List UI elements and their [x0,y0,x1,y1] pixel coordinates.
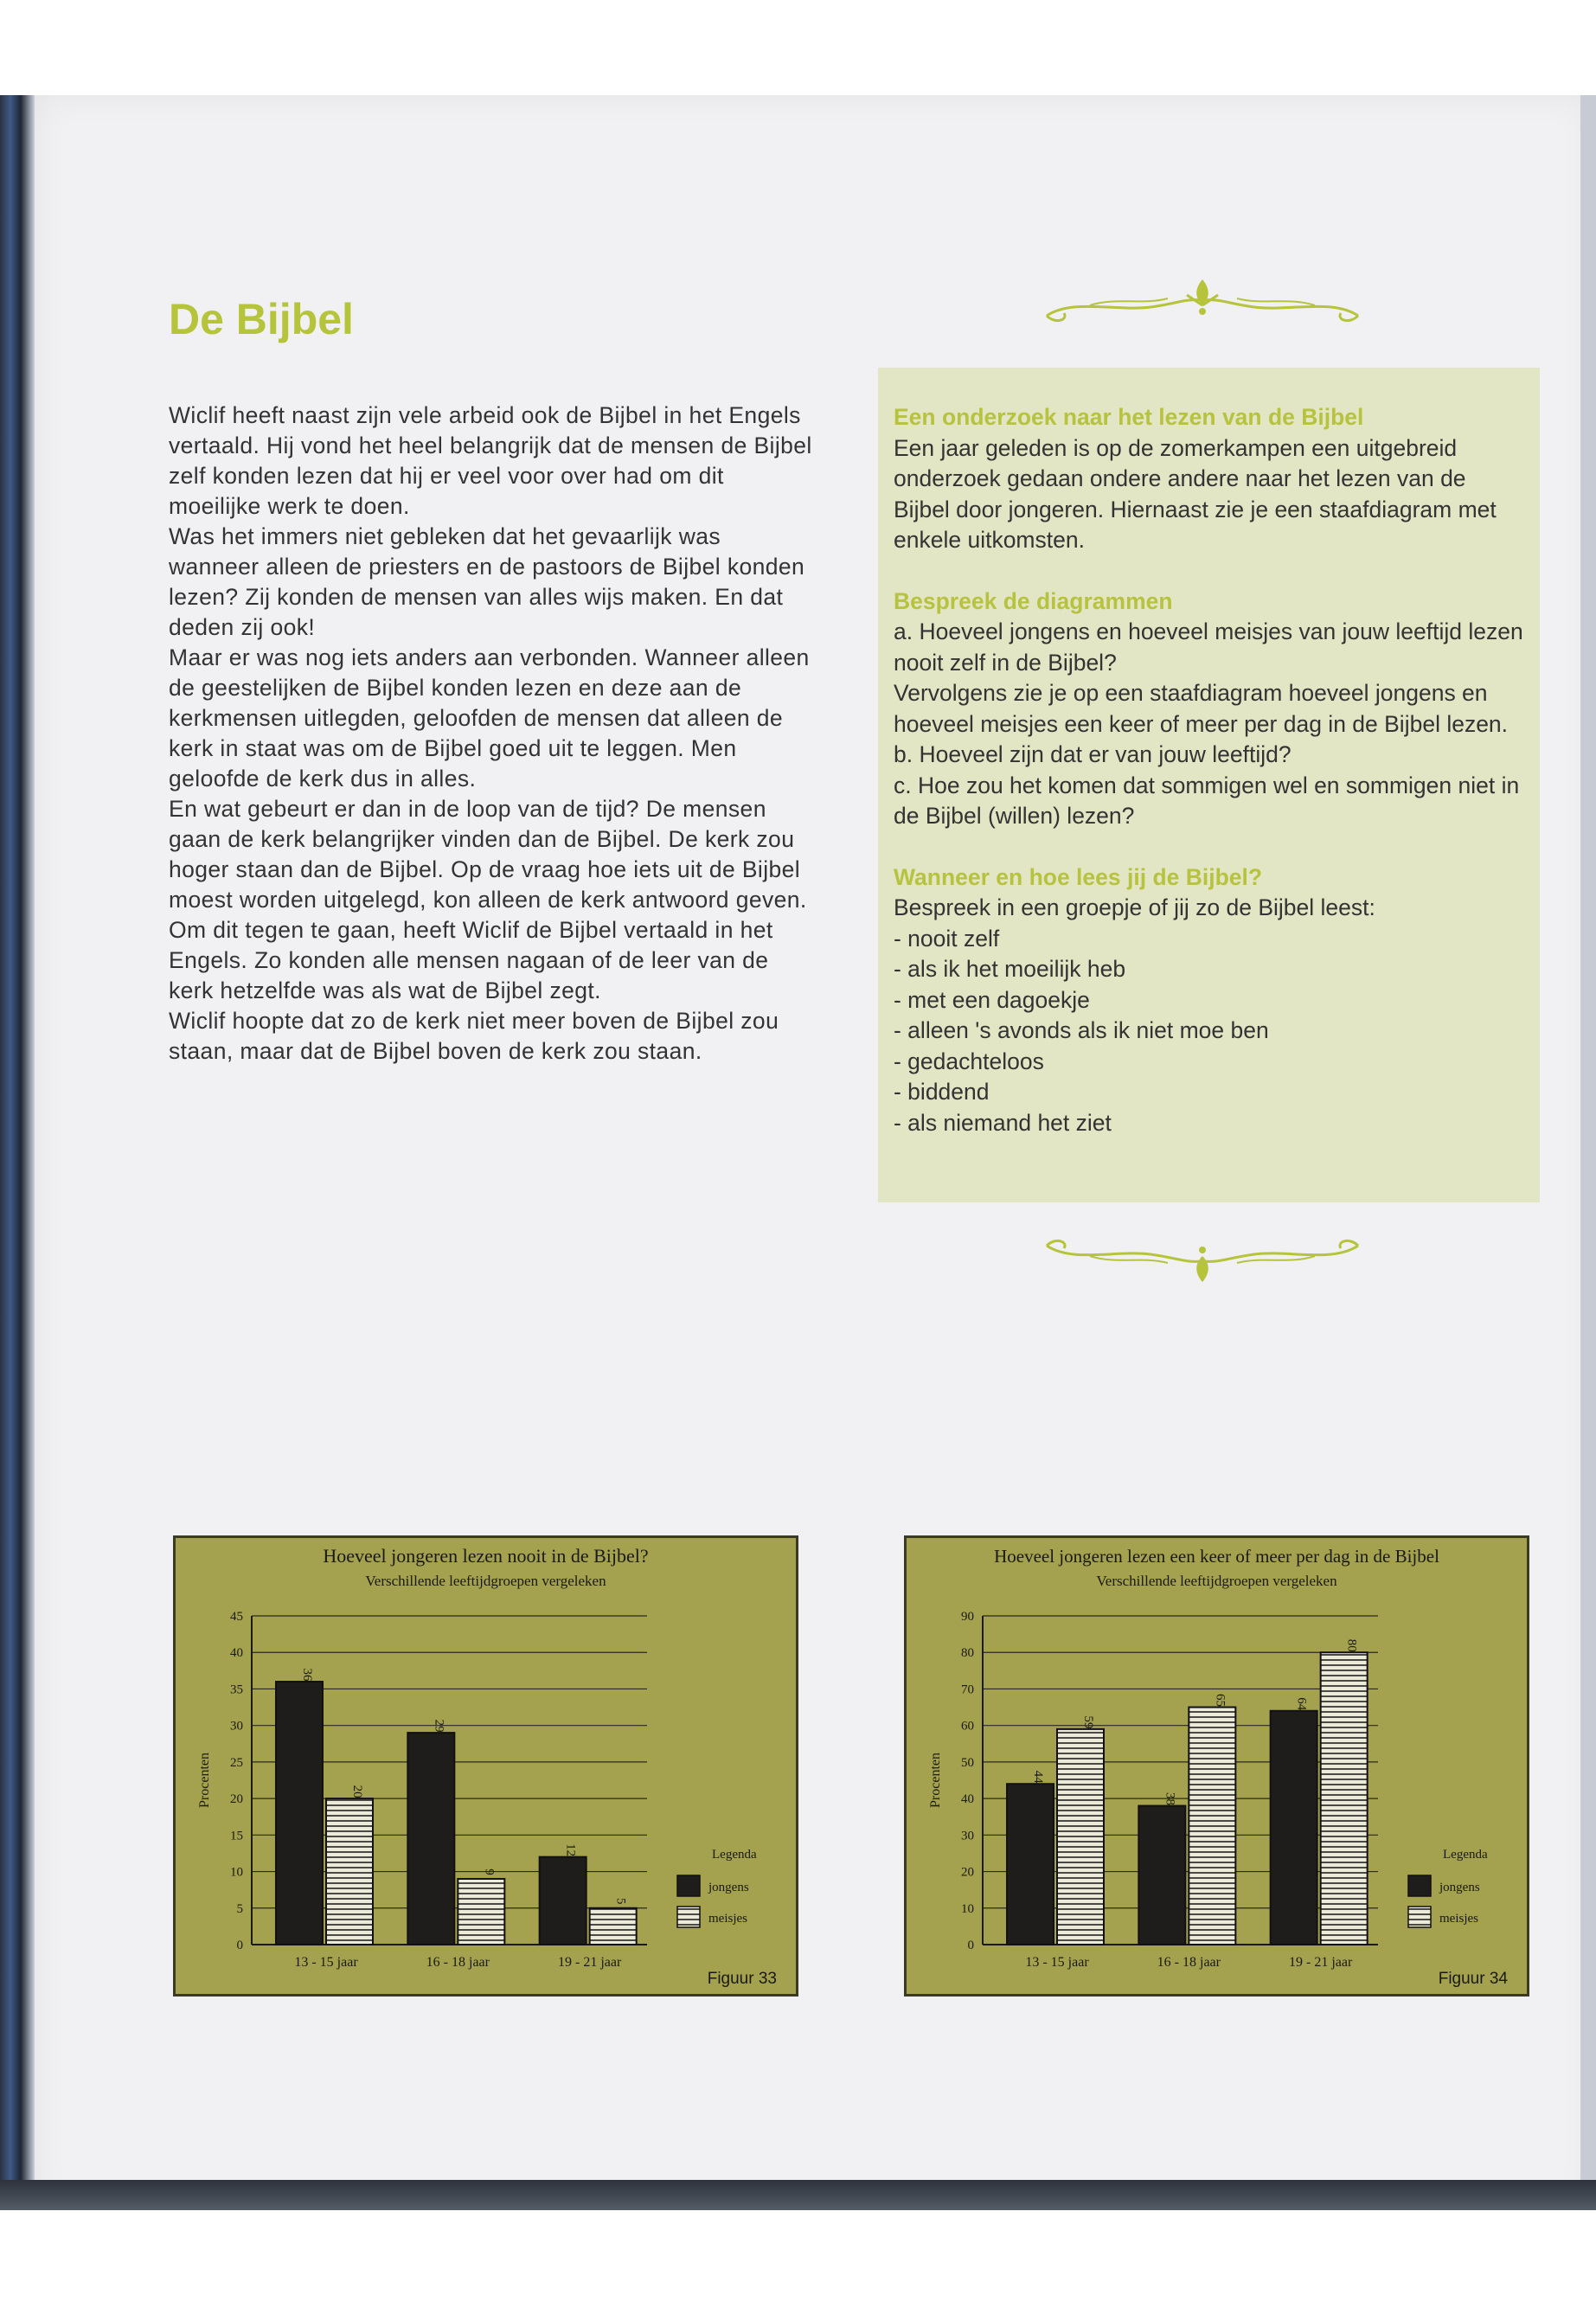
list-item: - biddend [894,1079,990,1105]
bar-value-label: 12 [563,1843,578,1857]
x-tick-label: 16 - 18 jaar [1157,1955,1221,1970]
x-tick-label: 19 - 21 jaar [558,1955,622,1970]
bottom-ornament-icon [1038,1228,1367,1289]
y-tick-label: 0 [967,1939,974,1952]
page-title: De Bijbel [169,295,354,343]
list-item: - alleen 's avonds als ik niet moe ben [894,1017,1269,1043]
legend-label-meisjes: meisjes [1439,1912,1478,1926]
bar-meisjes [326,1798,373,1945]
y-tick-label: 70 [961,1682,974,1697]
y-tick-label: 30 [230,1719,243,1734]
bar-value-label: 5 [613,1898,628,1905]
panel-question: Vervolgens zie je op een staafdiagram hoeveel jongens en hoeveel meisjes een keer of meer per dag in de Bijbel lezen. [894,680,1509,737]
legend-label-jongens: jongens [708,1881,749,1894]
chart-subtitle: Verschillende leeftijdgroepen vergeleken [1096,1573,1337,1589]
body-paragraph: Om dit tegen te gaan, heeft Wiclif de Bijbel vertaald in het Engels. Zo konden alle mensen nagaan of de leer van de kerk hetzelfde was als wat de Bijbel zegt. [169,917,773,1003]
y-axis-label: Procenten [928,1753,943,1808]
x-tick-label: 13 - 15 jaar [1025,1955,1089,1970]
x-tick-label: 19 - 21 jaar [1289,1955,1353,1970]
chart-title: Hoeveel jongeren lezen een keer of meer per dag in de Bijbel [994,1546,1439,1567]
y-tick-label: 15 [230,1829,243,1843]
panel-question: b. Hoeveel zijn dat er van jouw leeftijd? [894,741,1292,767]
list-item: - met een dagoekje [894,986,1090,1013]
y-tick-label: 40 [961,1792,974,1807]
top-ornament-icon [1038,272,1367,333]
body-paragraph: Was het immers niet gebleken dat het gevaarlijk was wanneer alleen de priesters en de pastoors de Bijbel konden lezen? Zij konden de mensen van alles wijs maken. En dat deden zij ook! [169,523,805,640]
bar-jongens [1271,1711,1317,1945]
bar-value-label: 44 [1031,1770,1045,1784]
bar-meisjes [458,1879,504,1945]
bar-jongens [407,1733,454,1945]
y-tick-label: 35 [230,1682,243,1697]
bar-meisjes [1321,1652,1368,1945]
y-tick-label: 0 [236,1939,243,1952]
panel-question: a. Hoeveel jongens en hoeveel meisjes van jouw leeftijd lezen nooit zelf in de Bijbel? [894,619,1523,676]
legend-swatch-meisjes [677,1907,700,1927]
panel-text-research: Een jaar geleden is op de zomerkampen een uitgebreid onderzoek gedaan ondere andere naar het lezen van de Bijbel door jongeren. Hiernaast zie je een staafdiagram met enkele uitkomsten. [894,434,1497,553]
book-binding [0,95,35,2206]
y-tick-label: 20 [230,1792,243,1807]
y-tick-label: 20 [961,1865,974,1880]
bar-value-label: 20 [350,1785,364,1798]
figure-label: Figuur 33 [707,1970,777,1988]
page-edge [1580,95,1596,2206]
legend-swatch-jongens [677,1875,700,1896]
y-tick-label: 25 [230,1755,243,1770]
assignment-panel [878,368,1540,1202]
legend-label-meisjes: meisjes [708,1912,747,1926]
bar-value-label: 38 [1163,1792,1177,1806]
x-tick-label: 13 - 15 jaar [294,1955,358,1970]
bar-jongens [1138,1806,1185,1945]
reading-options-list [894,924,1525,1139]
list-item: - als ik het moeilijk heb [894,956,1126,982]
y-tick-label: 50 [961,1755,974,1770]
legend-title: Legenda [1443,1848,1488,1862]
bar-value-label: 36 [300,1668,314,1682]
chart-title: Hoeveel jongeren lezen nooit in de Bijbel? [323,1545,649,1567]
bar-value-label: 64 [1294,1697,1309,1711]
panel-heading-research: Een onderzoek naar het lezen van de Bijbel [894,404,1364,430]
body-paragraph: Maar er was nog iets anders aan verbonden. Wanneer alleen de geestelijken de Bijbel konden lezen en deze aan de kerkmensen uitlegden, geloofden de mensen dat alleen de kerk in staat was om de Bijbel goed uit te leggen. Men geloofde de kerk dus in alles. [169,644,810,792]
y-tick-label: 60 [961,1719,974,1734]
figure-label: Figuur 34 [1438,1970,1508,1988]
y-tick-label: 80 [961,1646,974,1661]
chart-nooit-lezen [176,1538,796,1994]
bar-value-label: 29 [432,1719,446,1733]
legend-swatch-jongens [1408,1875,1431,1896]
y-tick-label: 5 [236,1901,243,1916]
bar-meisjes [1189,1708,1235,1945]
x-tick-label: 16 - 18 jaar [426,1955,490,1970]
bar-jongens [276,1682,323,1945]
legend-label-jongens: jongens [1439,1881,1480,1894]
chart-dagelijks-lezen [907,1538,1527,1994]
y-tick-label: 30 [961,1829,974,1843]
bar-value-label: 9 [482,1868,497,1875]
bar-meisjes [590,1908,637,1945]
panel-intro: Bespreek in een groepje of jij zo de Bijbel leest: [894,894,1375,920]
body-paragraph: Wiclif heeft naast zijn vele arbeid ook de Bijbel in het Engels vertaald. Hij vond het heel belangrijk dat de mensen de Bijbel zelf konden lezen dat hij er veel voor over had om dit moeilijke werk te doen. [169,402,812,519]
chart-figure-33 [173,1535,798,1997]
y-tick-label: 45 [230,1610,243,1624]
chart-figure-34 [904,1535,1529,1997]
panel-heading-when-how: Wanneer en hoe lees jij de Bijbel? [894,863,1263,890]
y-axis-label: Procenten [197,1753,212,1808]
y-tick-label: 90 [961,1610,974,1624]
legend-title: Legenda [712,1848,757,1862]
list-item: - nooit zelf [894,925,1000,952]
panel-question: c. Hoe zou het komen dat sommigen wel en sommigen niet in de Bijbel (willen) lezen? [894,772,1520,829]
bar-value-label: 59 [1081,1715,1095,1729]
bar-meisjes [1057,1729,1104,1945]
bar-jongens [540,1857,586,1945]
list-item: - gedachteloos [894,1048,1044,1074]
y-tick-label: 40 [230,1646,243,1661]
y-tick-label: 10 [961,1901,974,1916]
body-paragraph: Wiclif hoopte dat zo de kerk niet meer boven de Bijbel zou staan, maar dat de Bijbel boven de kerk zou staan. [169,1008,779,1064]
bar-jongens [1007,1784,1054,1945]
y-tick-label: 10 [230,1865,243,1880]
chart-subtitle: Verschillende leeftijdgroepen vergeleken [365,1573,606,1589]
bar-value-label: 65 [1213,1694,1227,1708]
body-text [169,401,813,1067]
book-bottom-edge [0,2180,1596,2210]
body-paragraph: En wat gebeurt er dan in de loop van de tijd? De mensen gaan de kerk belangrijker vinden dan de Bijbel. De kerk zou hoger staan dan de Bijbel. Op de vraag hoe iets uit de Bijbel moest worden uitgelegd, kon alleen de kerk antwoord geven. [169,796,807,913]
list-item: - als niemand het ziet [894,1109,1112,1136]
panel-heading-discuss: Bespreek de diagrammen [894,587,1173,614]
bar-value-label: 80 [1344,1638,1359,1652]
legend-swatch-meisjes [1408,1907,1431,1927]
